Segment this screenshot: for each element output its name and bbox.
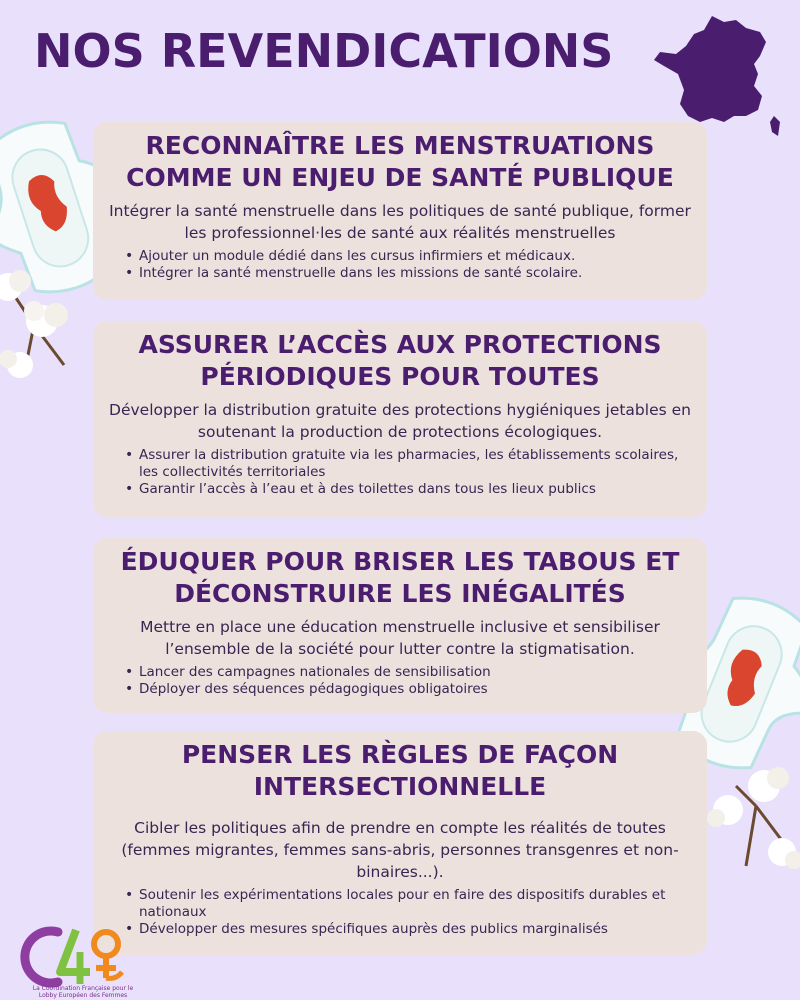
demand-card — [93, 321, 707, 517]
card-intro: Intégrer la santé menstruelle dans les politiques de santé publique, former les professionnel·les de santé aux réalités menstruelles — [109, 202, 691, 242]
cotton-flower-icon — [706, 756, 800, 886]
list-item: • Soutenir les expérimentations locales pour en faire des dispositifs durables et nationaux — [139, 887, 697, 921]
list-item: • Assurer la distribution gratuite via les pharmacies, les établissements scolaires, les collectivités territoriales — [139, 447, 697, 481]
card-bullets — [103, 664, 697, 698]
card-title-line: ASSURER L’ACCÈS AUX PROTECTIONS — [138, 330, 662, 359]
card-title-line: RECONNAÎTRE LES MENSTRUATIONS — [145, 131, 655, 160]
card-title — [103, 130, 697, 194]
list-item: • Développer des mesures spécifiques auprès des publics marginalisés — [139, 921, 697, 938]
card-bullets — [103, 447, 697, 498]
card-title — [103, 739, 697, 803]
list-item: • Intégrer la santé menstruelle dans les missions de santé scolaire. — [139, 265, 697, 282]
card-title — [103, 329, 697, 393]
demand-card — [93, 122, 707, 300]
card-title-line: INTERSECTIONNELLE — [253, 772, 547, 801]
card-title-line: COMME UN ENJEU DE SANTÉ PUBLIQUE — [126, 163, 674, 192]
demand-card — [93, 731, 707, 955]
list-item: • Déployer des séquences pédagogiques obligatoires — [139, 681, 697, 698]
cotton-flower-icon — [0, 255, 86, 395]
card-title-line: DÉCONSTRUIRE LES INÉGALITÉS — [174, 579, 626, 608]
card-bullets — [103, 887, 697, 938]
card-title-line: PENSER LES RÈGLES DE FAÇON — [181, 740, 619, 769]
list-item: • Lancer des campagnes nationales de sensibilisation — [139, 664, 697, 681]
card-bullets — [103, 248, 697, 282]
card-title-line: PÉRIODIQUES POUR TOUTES — [200, 362, 600, 391]
card-intro: Mettre en place une éducation menstruelle inclusive et sensibiliser l’ensemble de la société pour lutter contre la stigmatisation. — [140, 618, 660, 658]
list-item: • Ajouter un module dédié dans les cursus infirmiers et médicaux. — [139, 248, 697, 265]
demand-card — [93, 538, 707, 713]
page-title: NOS REVENDICATIONS — [34, 24, 614, 78]
card-intro: Cibler les politiques afin de prendre en compte les réalités de toutes (femmes migrantes, femmes sans-abris, personnes transgenres et non-binaires...). — [121, 819, 679, 881]
list-item: • Garantir l’accès à l’eau et à des toilettes dans tous les lieux publics — [139, 481, 697, 498]
card-title-line: ÉDUQUER POUR BRISER LES TABOUS ET — [120, 547, 680, 576]
card-intro: Développer la distribution gratuite des protections hygiéniques jetables en soutenant la production de protections écologiques. — [109, 401, 691, 441]
logo-caption: La Coordination Française pour le Lobby Européen des Femmes — [32, 985, 134, 999]
card-title — [103, 546, 697, 610]
